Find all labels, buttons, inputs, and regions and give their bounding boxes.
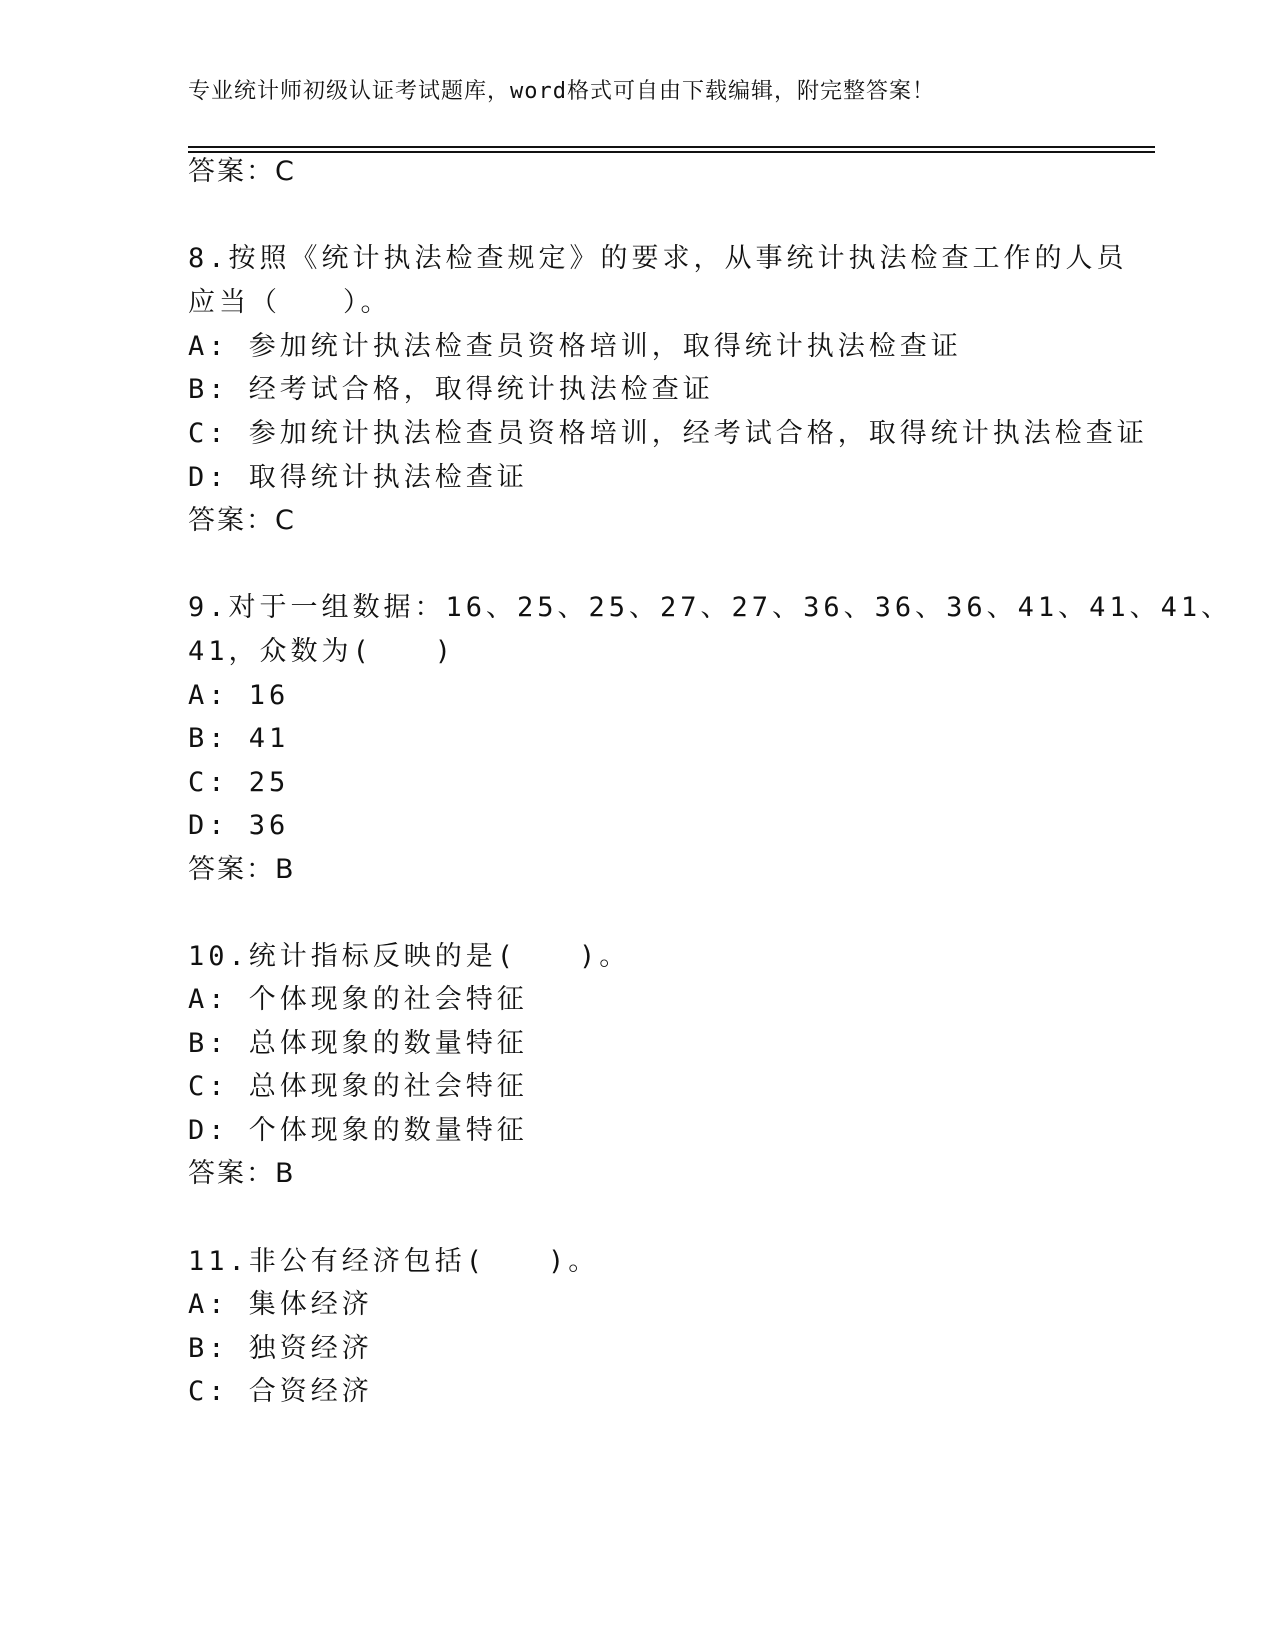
question-9-stem-line2: 41，众数为( ) [188,636,456,667]
question-10-option-a: A: 个体现象的社会特征 [188,984,528,1015]
question-8-option-c: C: 参加统计执法检查员资格培训，经考试合格，取得统计执法检查证 [188,418,1148,449]
question-11-stem: 11.非公有经济包括( )。 [188,1246,600,1277]
question-10-option-c: C: 总体现象的社会特征 [188,1071,528,1102]
header-rule-top [188,146,1155,148]
question-8-option-a: A: 参加统计执法检查员资格培训，取得统计执法检查证 [188,331,962,362]
question-11-option-a: A: 集体经济 [188,1289,373,1320]
question-10-stem: 10.统计指标反映的是( )。 [188,941,631,972]
answer-q9: 答案：B [188,854,296,885]
question-8-option-b: B: 经考试合格，取得统计执法检查证 [188,374,714,405]
question-10-option-d: D: 个体现象的数量特征 [188,1115,528,1146]
answer-q8: 答案：C [188,505,296,536]
answer-q7: 答案：C [188,156,296,187]
header-rule-bottom [188,151,1155,153]
question-9-option-c: C: 25 [188,767,290,798]
question-9-option-b: B: 41 [188,723,290,754]
question-10-option-b: B: 总体现象的数量特征 [188,1028,528,1059]
question-9-stem-line1: 9.对于一组数据：16、25、25、27、27、36、36、36、41、41、41、 [188,592,1233,623]
question-11-option-c: C: 合资经济 [188,1376,373,1407]
question-8-stem-line2: 应当（ ）。 [188,287,392,318]
question-9-option-d: D: 36 [188,810,290,841]
question-11-option-b: B: 独资经济 [188,1333,373,1364]
question-9-option-a: A: 16 [188,680,290,711]
answer-q10: 答案：B [188,1158,296,1189]
document-header: 专业统计师初级认证考试题库，word格式可自由下载编辑，附完整答案！ [188,79,935,104]
question-8-stem-line1: 8.按照《统计执法检查规定》的要求，从事统计执法检查工作的人员 [188,243,1128,274]
question-8-option-d: D: 取得统计执法检查证 [188,462,528,493]
